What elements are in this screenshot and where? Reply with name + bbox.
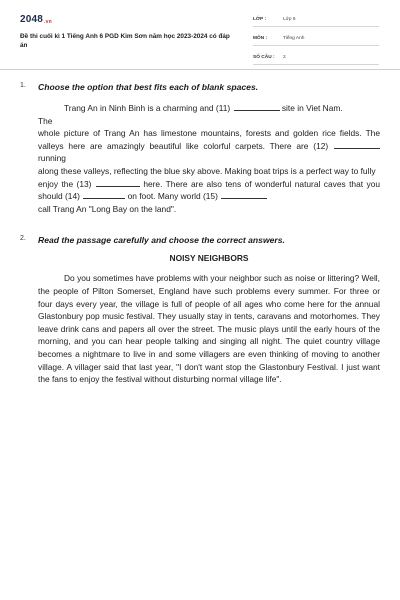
meta-subject-row xyxy=(253,33,379,46)
passage-text-4: whole picture of Trang An has limestone mountains, forests and golden rice fields. The valleys here are amazingly beautiful like colorful carpets. There are (12) xyxy=(38,128,380,151)
page-header xyxy=(0,0,400,64)
meta-count-key: SỐ CÂU : xyxy=(253,55,275,60)
question-1 xyxy=(20,82,380,215)
meta-subject-key: MÔN : xyxy=(253,36,268,41)
passage-text-10: call Trang An "Long Bay on the land". xyxy=(38,203,177,214)
header-divider xyxy=(0,69,400,70)
blank-14[interactable] xyxy=(83,190,125,199)
logo-suffix: .vn xyxy=(44,19,52,25)
meta-info xyxy=(253,14,379,71)
meta-class-value: Lớp 6 xyxy=(283,17,296,22)
passage-text-1: Trang An in Ninh Binh is a charming and (11) xyxy=(64,103,231,113)
passage-text-5: running xyxy=(38,153,66,164)
logo-main: 2048 xyxy=(20,14,44,25)
question-1-instruction: Choose the option that best fits each of blank spaces. xyxy=(38,82,259,92)
passage-text-2: site in Viet Nam. xyxy=(281,103,343,113)
passage-text-6: along these valleys, reflecting the blue sky above. Making boat trips is a perfect way to fully xyxy=(38,165,376,176)
blank-11[interactable] xyxy=(234,102,280,111)
meta-class-key: LỚP : xyxy=(253,17,267,22)
meta-count-value: 2 xyxy=(283,55,286,60)
blank-13[interactable] xyxy=(96,178,140,187)
passage-text-3: The xyxy=(38,115,53,126)
passage-title: NOISY NEIGHBORS xyxy=(169,253,249,264)
document-title: Đề thi cuối kì 1 Tiếng Anh 6 PGD Kim Sơn năm học 2023-2024 có đáp án xyxy=(20,33,230,49)
question-2 xyxy=(20,235,380,385)
exam-content xyxy=(20,82,380,386)
meta-count-row xyxy=(253,52,379,65)
question-2-passage: Do you sometimes have problems with your neighbor such as noise or littering? Well, the people of Pilton Somerset, England have such problems every summer. For three or four days every year, the village is full of people of all ages who come here for the annual Glastonbury pop music festival. They usually stay in tents, caravans and motorhomes. They leave drink cans and papers all over the street. The music plays until the early hours of the morning, and you can hear people talking and singing all night. The quiet country village becomes a nightmare to live in and some villagers are even thinking of moving to another village. A villager said that last year, "I don't want stop the Glastonbury Festival. I just want the fans to enjoy the festival without disturbing normal village life". xyxy=(38,273,380,385)
question-1-passage xyxy=(38,102,380,215)
passage-text-8: here. There are also tens of wonderful natural caves that you should (14) xyxy=(38,178,381,202)
meta-subject-value: Tiếng Anh xyxy=(283,36,305,41)
passage-text-9: on foot. Many world (15) xyxy=(127,191,218,202)
blank-15[interactable] xyxy=(221,190,267,199)
question-2-number: 2. xyxy=(20,235,26,243)
site-logo[interactable] xyxy=(20,14,52,25)
meta-class-row xyxy=(253,14,379,27)
question-2-instruction: Read the passage carefully and choose the correct answers. xyxy=(38,235,285,246)
passage-text-7: enjoy the (13) xyxy=(38,178,92,189)
question-1-number: 1. xyxy=(20,82,26,89)
blank-12[interactable] xyxy=(334,140,380,149)
